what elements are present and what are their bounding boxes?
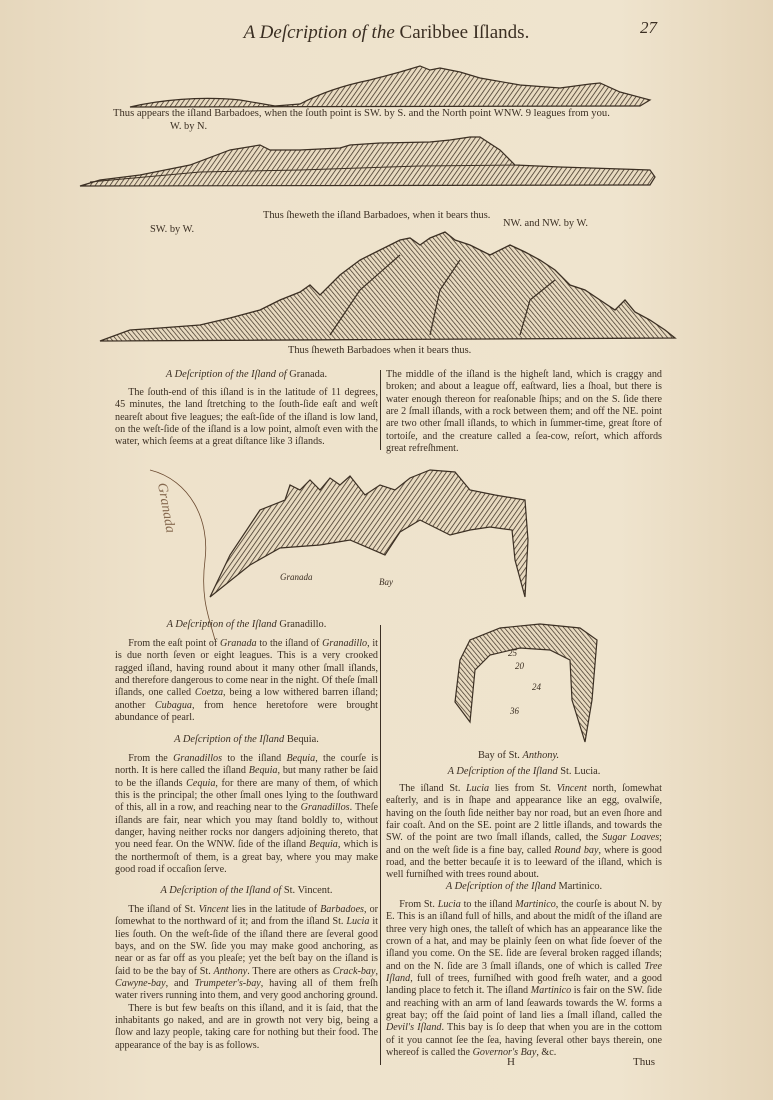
paragraph <box>115 753 378 876</box>
italic-text: Crack-bay <box>332 965 376 977</box>
sounding: 24 <box>532 682 541 692</box>
text-run: , &c. <box>536 1047 557 1059</box>
section-bequia <box>115 733 378 876</box>
section-granadillo <box>115 618 378 724</box>
paragraph <box>386 899 662 1059</box>
text-run: . There are others as <box>247 965 333 977</box>
caption-view-1: Thus appears the iſland Barbadoes, when the ſouth point is SW. by S. and the North point WNW. 9 leagues from you. <box>113 108 610 119</box>
italic-text: Granada <box>220 638 257 649</box>
paragraph <box>115 387 378 449</box>
paragraph <box>386 369 662 455</box>
heading-plain: St. Lucia. <box>560 766 601 777</box>
text-run: . This bay is ſo deep that when you are in the cottom of it you cannot ſee the ſea, having ſeveral other bays therein, one whereof is called the <box>386 1022 662 1059</box>
text-run: The ſouth-end of this iſland is in the latitude of 11 degrees, 45 minutes, the land ſtretching to the ſouth-ſide eaſt and weſt neareſt about five leagues; the eaſt-ſide of the iſland is low land, on the weſt-ſide of the iſland is a low point, almoſt even with the water, which ſeems at a great diſtance like 3 iſlands. <box>115 387 378 448</box>
paragraph <box>386 783 662 882</box>
section-body <box>115 638 378 724</box>
text-run: The iſland of St. <box>128 904 199 915</box>
st-anthony-bay-drawing <box>455 624 597 742</box>
catchword: Thus <box>633 1056 655 1068</box>
section-body <box>115 904 378 1052</box>
italic-text: Cawyne-bay <box>115 978 166 990</box>
section-body <box>386 783 662 882</box>
paragraph <box>115 1003 378 1052</box>
text-run: . Theſe iſlands are fair, near which you may ſtand boldly to, without danger, having neither rocks nor dangers adjoining thereto, that you need fear. On the WNW. ſide of the iſland <box>115 802 379 851</box>
text-run: north, ſomewhat eaſterly, and is in ſhape and appearance like an egg, ovalwiſe, having on the ſouth ſide neither bay nor road, but an even ſhore and fair coaſt. And on the SE. point are 2 little iſlands, and towards the SW. of the point are two ſmall iſlands, called, the <box>386 783 662 844</box>
italic-text: Vincent <box>198 904 229 915</box>
heading-plain: Martinico. <box>558 881 603 892</box>
text-run: , being a low withered barren iſland; another <box>115 687 379 711</box>
text-run: , and <box>165 978 195 990</box>
italic-text: Barbadoes <box>320 904 364 915</box>
italic-text: Lucia <box>437 899 461 910</box>
section-body <box>386 369 662 455</box>
barbadoes-view-1 <box>130 66 650 107</box>
italic-text: Granadillo <box>322 638 368 649</box>
italic-text: Cequia <box>186 777 216 789</box>
paragraph <box>115 904 378 1003</box>
heading-plain: Granada. <box>289 369 328 380</box>
heading-plain: Bequia. <box>286 734 319 745</box>
section-granada-continued <box>386 369 662 455</box>
text-run: The middle of the iſland is the higheſt land, which is craggy and broken; and about a league off, eaſtward, lies a ſhoal, but there is water enough thereon for reaſonable ſhips; and on the S. ſide there are 2 ſmall iſlands, with a rock between them; and off the NE. point are two other ſmall iſlands, to which in ſummer-time, great ſtore of tortoiſe, and the creature called a ſea-cow, reſort, which affords great refreſhment. <box>386 369 662 455</box>
heading-italic: A Deſcription of the Iſland of <box>165 369 287 380</box>
italic-text: Bequia <box>286 753 316 764</box>
sounding: 36 <box>510 706 519 716</box>
barbadoes-view-2 <box>80 137 655 186</box>
text-run: From the <box>128 753 174 764</box>
text-run: to the iſland of <box>256 638 323 649</box>
italic-text: Coetza <box>194 687 224 699</box>
label-bay: Bay <box>379 577 393 587</box>
sounding: 20 <box>515 661 524 671</box>
heading-italic: A Deſcription of the Iſland <box>166 619 277 630</box>
text-run: , the courſe is about N. by E. This is an iſland full of hills, and about the midſt of the iſland are three very high ones, the talleſt of which has an appearance like the crown of a hat, and may be plainly ſeen on what ſide ſoever of the iſland you come. On the SE. ſide are ſeveral broken ragged iſlands; and on the N. ſide are 3 ſmall iſlands, one of which is called <box>386 899 662 972</box>
text-run: , from hence heretofore were brought abundance of pearl. <box>115 699 378 724</box>
text-run: lies in the latitude of <box>228 904 321 915</box>
section-granada <box>115 368 378 449</box>
paragraph <box>115 638 378 724</box>
bearing-w-by-n: W. by N. <box>170 121 208 132</box>
italic-text: Martinico <box>515 899 556 910</box>
caption-view-2: Thus ſheweth the iſland Barbadoes, when it bears thus. <box>263 210 491 221</box>
granada-bay-drawing <box>210 470 528 597</box>
italic-text: Lucia <box>466 783 490 794</box>
text-run: , having all of them freſh water rivers running into them, and very good anchoring ground. <box>115 978 378 1002</box>
page-number: 27 <box>640 18 657 37</box>
section-heading <box>115 368 378 382</box>
text-run: ; and on the weſt ſide is a fine bay, called <box>386 832 662 856</box>
signature-mark: H <box>507 1056 515 1068</box>
italic-text: Martinico <box>530 985 572 997</box>
italic-text: Round bay <box>554 844 599 856</box>
text-run: , for there are many of them, of which this is the principal; the other ſmall ones lying to the ſouthward of this, all in a row, and reaching near to the <box>115 777 378 814</box>
text-run: to the iſland <box>460 899 516 910</box>
text-run: , full of trees, furniſhed with good freſh water, and a good landing place to fetch it. The iſland <box>386 973 662 997</box>
italic-text: Cubagua <box>154 699 192 711</box>
heading-italic: A Deſcription of the Iſland of <box>160 885 282 896</box>
italic-text: Lucia <box>346 916 370 928</box>
heading-plain: St. Vincent. <box>283 885 333 896</box>
italic-text: Governor's Bay <box>472 1047 537 1059</box>
section-body <box>115 387 378 449</box>
italic-text: Granadillos <box>173 753 223 764</box>
text-run: to the iſland <box>222 753 287 764</box>
text-run: , where is good road, and the better becauſe it is to leeward of the iſland, which is well furniſhed with trees round about. <box>386 844 662 881</box>
italic-text: Bequia <box>248 765 278 777</box>
caption-bay-st-anthony <box>478 750 559 761</box>
text-run: , or ſomewhat to the northward of it; and from the iſland St. <box>115 904 379 928</box>
text-run: , it is due north ſeven or eight leagues. This is a very crooked ragged iſland, having round about it many other ſmall iſlands, and therefore dangerous to come near in the night. Of theſe ſmall iſlands, one called <box>115 638 378 699</box>
column-rule <box>380 370 381 450</box>
text-run: it lies ſouth. On the weſt-ſide of the iſland there are ſeveral good bays, and on the SW. ſide you may make good anchoring, as near or as far off as you pleaſe; yet the beſt bay on the iſland is ſaid to be the bay of St. <box>115 916 378 977</box>
text-run: , <box>375 965 378 977</box>
handwritten-margin-note: Granada <box>153 481 178 535</box>
title-plain: Caribbee Iſlands. <box>399 22 530 43</box>
section-body <box>115 753 378 876</box>
heading-italic: A Deſcription of the Iſland <box>174 734 285 745</box>
bearing-nw: NW. and NW. by W. <box>503 218 588 229</box>
heading-plain: Granadillo. <box>279 619 327 630</box>
caption-view-3: Thus ſheweth Barbadoes when it bears thus. <box>288 345 472 356</box>
text-run: lies from St. <box>489 783 557 794</box>
text-run: , but many rather be ſaid to be the iſlands <box>115 765 378 789</box>
column-rule <box>380 625 381 1065</box>
italic-text: Tree Iſland <box>386 960 662 985</box>
caption-italic: Anthony. <box>522 750 560 761</box>
italic-text: Anthony <box>213 965 248 977</box>
text-run: There is but few beaſts on this iſland, and it is ſaid, that the inhabitants go naked, and are in growth not very big, being a ſlow and lazy people, taking care for nothing but their food. The appearance of the bay is as follows. <box>115 1002 378 1051</box>
text-run: From St. <box>399 899 438 910</box>
section-body <box>386 899 662 1059</box>
barbadoes-view-3 <box>100 232 675 341</box>
text-run: , which is the northermoſt of them, is a great bay, where you may make good road if occaſion ſerve. <box>115 839 378 876</box>
italic-text: Granadillos <box>300 802 350 814</box>
italic-text: Vincent <box>556 783 587 794</box>
bearing-sw-by-w: SW. by W. <box>150 224 195 235</box>
italic-text: Trumpeter's-bay <box>194 978 261 990</box>
text-run: , the courſe is north. It is here called the iſland <box>115 753 379 777</box>
sounding: 25 <box>508 648 517 658</box>
text-run: is fair on the SW. ſide and reaching with an arm of land ſeawards towards the W. forms a great bay; off the ſaid point of land lies a ſmall iſland, called the <box>386 985 662 1022</box>
heading-italic: A Deſcription of the Iſland <box>445 881 556 892</box>
heading-italic: A Deſcription of the Iſland <box>447 766 558 777</box>
label-granada: Granada <box>280 572 313 582</box>
text-run: The iſland St. <box>399 783 467 794</box>
section-st-vincent <box>115 884 378 1052</box>
italic-text: Bequia <box>309 839 338 851</box>
section-martinico <box>386 880 662 1059</box>
section-st-lucia <box>386 765 662 882</box>
italic-text: Sugar Loaves <box>602 832 660 844</box>
title-italic: A Deſcription of the <box>243 22 395 43</box>
caption-plain: Bay of St. <box>478 750 520 761</box>
italic-text: Devil's Iſland <box>386 1022 442 1034</box>
text-run: From the eaſt point of <box>128 638 221 649</box>
